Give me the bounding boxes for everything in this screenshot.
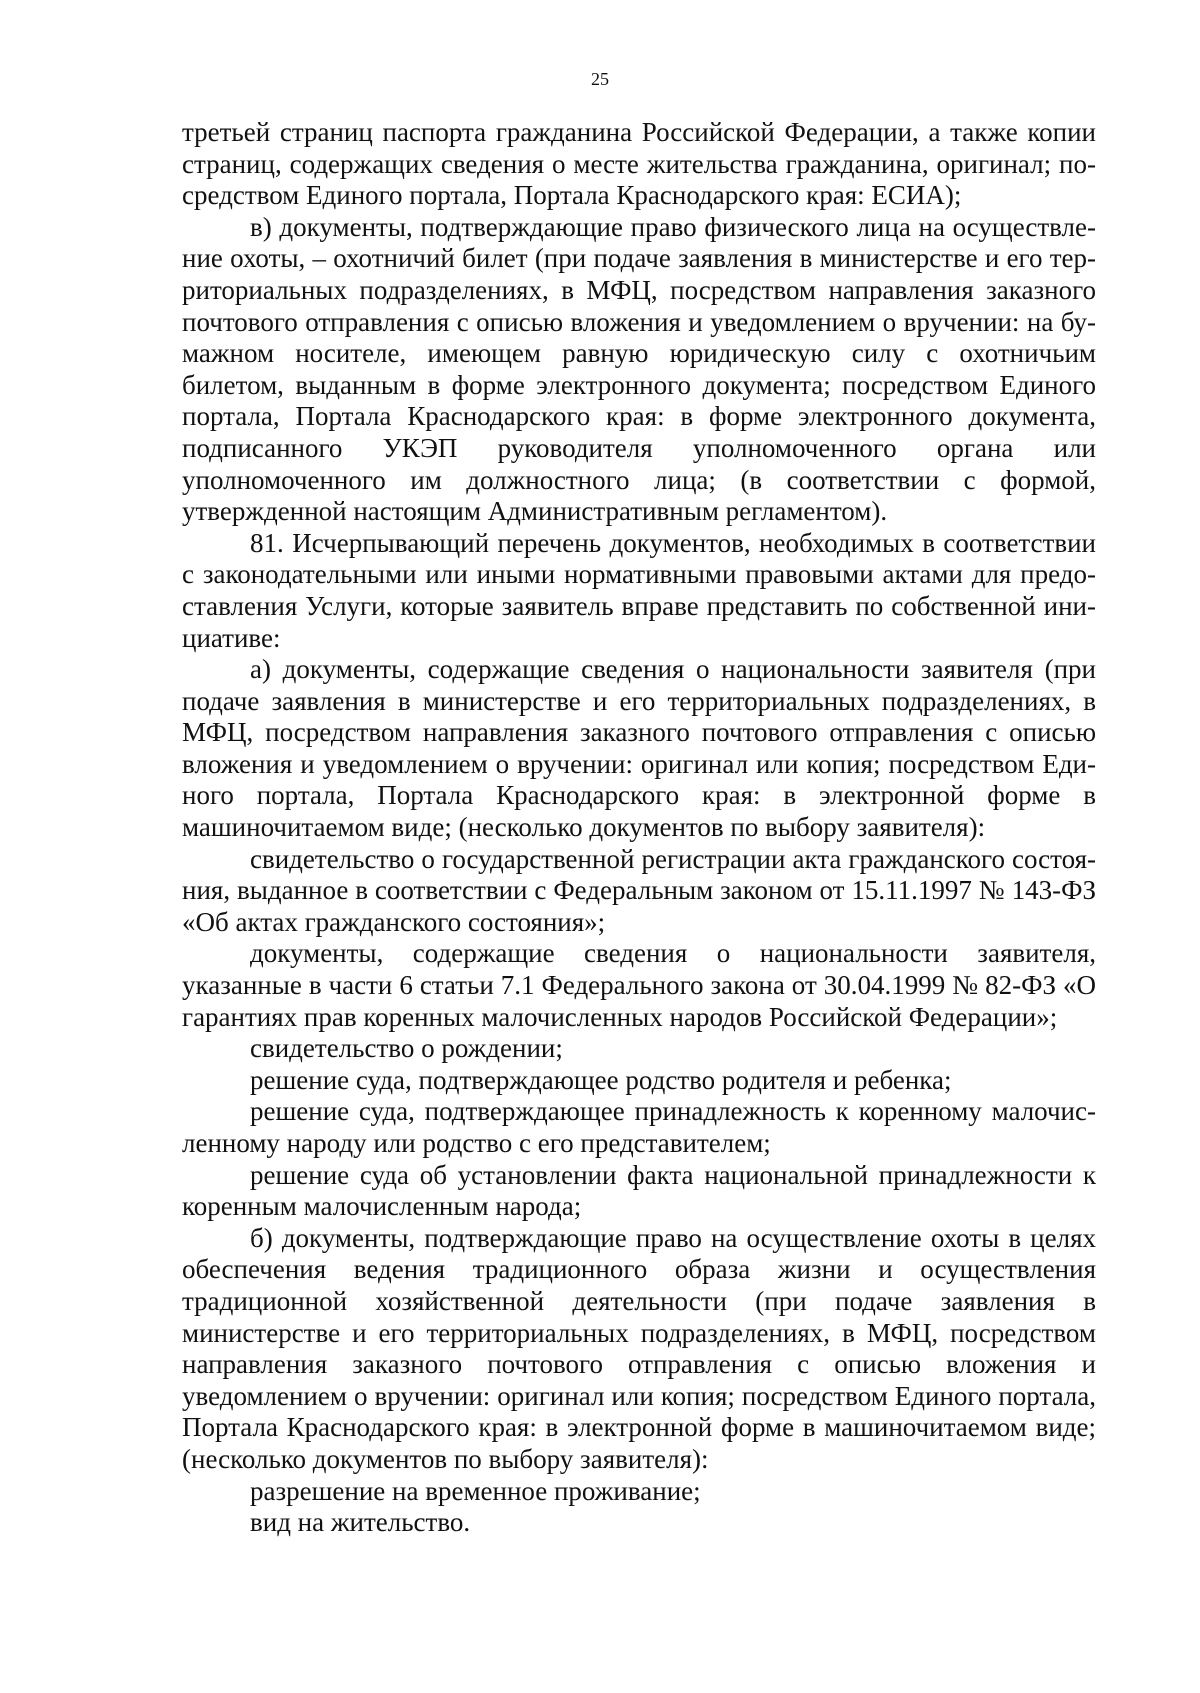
paragraph-81-document-list: 81. Исчерпывающий перечень документов, необходимых в соответствии с законодательными или иными нормативными правовыми актами для предоставления Услуги, которые заявитель вправе представить по собственной инициативе: bbox=[182, 527, 1096, 653]
list-item-court-decision-nationality: решение суда об установлении факта национальной принадлежности к коренным малочисленным народа; bbox=[182, 1159, 1096, 1222]
paragraph-item-b-traditional-hunting: б) документы, подтверждающие право на осуществление охоты в целях обеспечения ведения традиционного образа жизни и осуществления традиционной хозяйственной деятельности (при подаче заявления в министерстве и его территориальных подразделениях, в МФЦ, посредством направления заказного почтового отправления с описью вложения и уведомлением о вручении: оригинал или копия; посредством Единого портала, Портала Краснодарского края: в электронной форме в машиночитаемом виде; (несколько документов по выбору заявителя): bbox=[182, 1222, 1096, 1474]
paragraph-item-v-hunting-ticket: в) документы, подтверждающие право физического лица на осуществление охоты, – охотничий билет (при подаче заявления в министерстве и его территориальных подразделениях, в МФЦ, посредством направления заказного почтового отправления с описью вложения и уведомлением о вручении: на бумажном носителе, имеющем равную юридическую силу с охотничьим билетом, выданным в форме электронного документа; посредством Единого портала, Портала Краснодарского края: в форме электронного документа, подписанного УКЭП руководителя уполномоченного органа или уполномоченного им должностного лица; (в соответствии с формой, утвержденной настоящим Административным регламентом). bbox=[182, 211, 1096, 527]
list-item-nationality-documents-law: документы, содержащие сведения о национальности заявителя, указанные в части 6 статьи 7.1 Федерального закона от 30.04.1999 № 82-ФЗ «О гарантиях прав коренных малочисленных народов Российской Федерации»; bbox=[182, 938, 1096, 1032]
list-item-temporary-residence-permit: разрешение на временное проживание; bbox=[250, 1475, 701, 1506]
list-item-residence-permit: вид на жительство. bbox=[250, 1507, 471, 1538]
document-body bbox=[182, 117, 1096, 1539]
list-item-court-decision-indigenous: решение суда, подтверждающее принадлежность к коренному малочисленному народу или родство с его представителем; bbox=[182, 1096, 1096, 1158]
paragraph-item-a-nationality-documents: а) документы, содержащие сведения о национальности заявителя (при подаче заявления в министерстве и его территориальных подразделениях, в МФЦ, посредством направления заказного почтового отправления с описью вложения и уведомлением о вручении: оригинал или копия; посредством Единого портала, Портала Краснодарского края: в электронной форме в машиночитаемом виде; (несколько документов по выбору заявителя): bbox=[182, 654, 1096, 843]
list-item-birth-certificate: свидетельство о рождении; bbox=[250, 1033, 563, 1064]
list-item-civil-status-certificate: свидетельство о государственной регистрации акта гражданского состояния, выданное в соответствии с Федеральным законом от 15.11.1997 № 143-ФЗ «Об актах гражданского состояния»; bbox=[182, 843, 1096, 937]
list-item-court-decision-kinship: решение суда, подтверждающее родство родителя и ребенка; bbox=[250, 1064, 952, 1095]
paragraph-passport-continuation: третьей страниц паспорта гражданина Российской Федерации, а также копии страниц, содержащих сведения о месте жительства гражданина, оригинал; посредством Единого портала, Портала Краснодарского края: ЕСИА); bbox=[182, 117, 1096, 211]
page-number: 25 bbox=[591, 69, 609, 89]
